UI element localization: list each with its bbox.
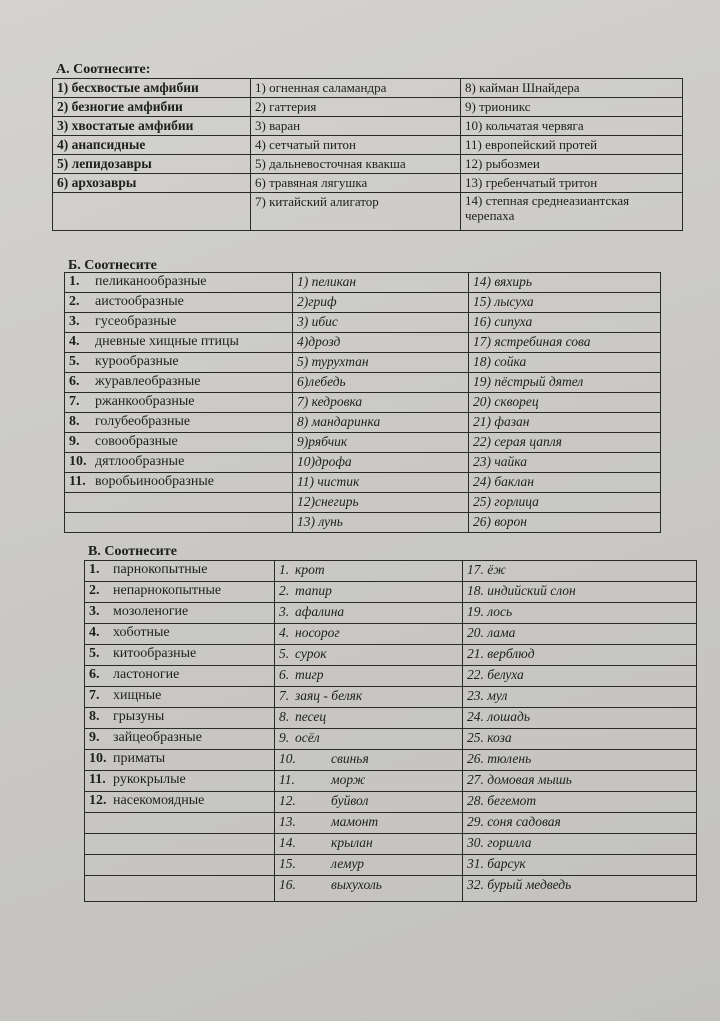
species-label: 21) фазан [473, 414, 530, 429]
order-number: 10. [69, 454, 87, 469]
animal-cell [275, 771, 463, 792]
species-cell [461, 193, 683, 231]
order-cell [65, 293, 293, 313]
animal-label: лемур [331, 856, 365, 871]
species-label: 11) чистик [297, 474, 360, 489]
table-row [65, 393, 661, 413]
species-cell [251, 79, 461, 98]
species-cell [251, 193, 461, 231]
table-row [65, 493, 661, 513]
order-label: китообразные [113, 646, 197, 661]
table-row [85, 645, 697, 666]
animal-label: буйвол [331, 793, 369, 808]
order-cell [85, 603, 275, 624]
species-label: 13) гребенчатый тритон [465, 175, 598, 190]
species-cell [293, 273, 469, 293]
section-a [52, 62, 684, 234]
species-cell [251, 117, 461, 136]
table-row [65, 353, 661, 373]
animal-cell [275, 582, 463, 603]
table-row [65, 313, 661, 333]
animal-label: морж [331, 772, 366, 787]
group-label: 2) безногие амфибии [57, 99, 183, 114]
animal-number: 9. [279, 730, 290, 745]
animal-label: тапир [295, 583, 332, 598]
order-number: 5. [89, 646, 100, 661]
table-row [65, 293, 661, 313]
animal-label: 25. коза [467, 730, 512, 745]
animal-cell [463, 876, 697, 902]
animal-cell [463, 792, 697, 813]
animal-cell [463, 687, 697, 708]
group-label: 5) лепидозавры [57, 156, 152, 171]
animal-label: крот [295, 562, 325, 577]
order-cell [65, 453, 293, 473]
species-label: 24) баклан [473, 474, 534, 489]
animal-label: 24. лошадь [467, 709, 530, 724]
table-row [85, 771, 697, 792]
group-cell [53, 117, 251, 136]
order-number: 7. [89, 688, 100, 703]
order-cell [85, 729, 275, 750]
species-cell [469, 433, 661, 453]
table-row [85, 666, 697, 687]
species-label: 18) сойка [473, 354, 527, 369]
group-label: 4) анапсидные [57, 137, 146, 152]
animal-cell [275, 624, 463, 645]
order-cell [65, 493, 293, 513]
order-number: 12. [89, 793, 107, 808]
group-cell [53, 79, 251, 98]
species-cell [469, 353, 661, 373]
order-label: непарнокопытные [113, 583, 222, 598]
animal-cell [463, 855, 697, 876]
species-cell [469, 473, 661, 493]
table-row [65, 373, 661, 393]
table-row [85, 792, 697, 813]
species-label: 16) сипуха [473, 314, 533, 329]
order-label: гусеобразные [95, 314, 177, 329]
animal-cell [275, 750, 463, 771]
order-label: аистообразные [95, 294, 184, 309]
animal-cell [275, 687, 463, 708]
order-cell [85, 582, 275, 603]
order-number: 6. [69, 374, 80, 389]
species-label: 3) ибис [297, 314, 338, 329]
species-label: 9) трионикс [465, 99, 531, 114]
animal-label: 27. домовая мышь [467, 772, 572, 787]
animal-label: свинья [331, 751, 369, 766]
animal-number: 8. [279, 709, 290, 724]
animal-number: 6. [279, 667, 290, 682]
animal-number: 13. [279, 814, 296, 829]
animal-label: мамонт [331, 814, 379, 829]
species-cell [469, 513, 661, 533]
animal-cell [275, 708, 463, 729]
species-label: 5) дальневосточная квакша [255, 156, 406, 171]
animal-label: тигр [295, 667, 324, 682]
animal-label: сурок [295, 646, 327, 661]
order-number: 4. [69, 334, 80, 349]
order-label: пеликанообразные [95, 274, 207, 289]
table-row [53, 117, 683, 136]
species-cell [293, 293, 469, 313]
order-cell [85, 645, 275, 666]
species-label: 3) варан [255, 118, 301, 133]
order-number: 3. [69, 314, 80, 329]
table-row [85, 603, 697, 624]
table-row [65, 413, 661, 433]
animal-cell [463, 645, 697, 666]
order-number: 8. [89, 709, 100, 724]
species-label: 10) кольчатая червяга [465, 118, 584, 133]
species-label: 19) пёстрый дятел [473, 374, 584, 389]
table-row [65, 513, 661, 533]
species-cell [293, 313, 469, 333]
species-label: 17) ястребиная сова [473, 334, 591, 349]
animal-cell [463, 813, 697, 834]
animal-label: 29. соня садовая [467, 814, 561, 829]
species-cell [469, 493, 661, 513]
species-cell [461, 79, 683, 98]
order-cell [65, 473, 293, 493]
species-cell [293, 493, 469, 513]
animal-cell [463, 561, 697, 582]
order-label: воробьинообразные [95, 474, 214, 489]
animal-label: 20. лама [467, 625, 516, 640]
animal-cell [463, 666, 697, 687]
table-row [53, 79, 683, 98]
species-cell [469, 373, 661, 393]
species-label: 22) серая цапля [473, 434, 562, 449]
animal-cell [275, 666, 463, 687]
animal-label: песец [295, 709, 327, 724]
order-number: 8. [69, 414, 80, 429]
order-label: зайцеобразные [113, 730, 202, 745]
group-cell [53, 193, 251, 231]
order-number: 4. [89, 625, 100, 640]
species-label: 7) кедровка [297, 394, 363, 409]
animal-number: 10. [279, 751, 296, 766]
species-label: 26) ворон [473, 514, 527, 529]
order-cell [65, 393, 293, 413]
species-cell [293, 453, 469, 473]
animal-label: 23. мул [467, 688, 508, 703]
species-cell [469, 393, 661, 413]
group-cell [53, 136, 251, 155]
animal-cell [275, 603, 463, 624]
animal-number: 2. [279, 583, 290, 598]
species-cell [469, 273, 661, 293]
species-label: 14) вяхирь [473, 274, 532, 289]
section-b-table [64, 272, 661, 533]
table-row [65, 453, 661, 473]
species-label: 23) чайка [473, 454, 528, 469]
animal-cell [275, 561, 463, 582]
group-cell [53, 155, 251, 174]
species-cell [461, 98, 683, 117]
order-number: 1. [89, 562, 100, 577]
animal-cell [275, 645, 463, 666]
order-number: 9. [89, 730, 100, 745]
animal-cell [463, 624, 697, 645]
order-cell [85, 834, 275, 855]
order-label: совообразные [95, 434, 178, 449]
animal-cell [463, 750, 697, 771]
animal-cell [275, 813, 463, 834]
order-number: 9. [69, 434, 80, 449]
animal-cell [463, 603, 697, 624]
species-cell [293, 333, 469, 353]
table-row [53, 193, 683, 231]
order-number: 2. [69, 294, 80, 309]
section-c-title: В. Соотнесите [88, 544, 177, 559]
animal-label: 18. индийский слон [467, 583, 576, 598]
group-label: 6) архозавры [57, 175, 137, 190]
species-cell [293, 413, 469, 433]
table-row [85, 750, 697, 771]
species-label: 14) степная среднеазиантская черепаха [465, 193, 630, 223]
species-cell [461, 117, 683, 136]
table-row [85, 876, 697, 902]
order-number: 3. [89, 604, 100, 619]
order-label: парнокопытные [113, 562, 208, 577]
order-number: 11. [89, 772, 106, 787]
order-cell [85, 750, 275, 771]
order-cell [85, 792, 275, 813]
order-cell [85, 687, 275, 708]
species-label: 6) травяная лягушка [255, 175, 368, 190]
table-row [53, 174, 683, 193]
species-cell [461, 136, 683, 155]
animal-label: 19. лось [467, 604, 513, 619]
species-label: 4) сетчатый питон [255, 137, 356, 152]
table-row [65, 433, 661, 453]
animal-number: 5. [279, 646, 290, 661]
order-cell [65, 513, 293, 533]
species-label: 10)дрофа [297, 454, 352, 469]
animal-cell [463, 729, 697, 750]
species-label: 2) гаттерия [255, 99, 317, 114]
order-cell [85, 561, 275, 582]
order-number: 5. [69, 354, 80, 369]
animal-number: 7. [279, 688, 290, 703]
species-cell [469, 453, 661, 473]
species-label: 25) горлица [473, 494, 539, 509]
table-row [65, 273, 661, 293]
order-cell [65, 273, 293, 293]
species-label: 7) китайский алигатор [255, 194, 379, 209]
table-row [85, 834, 697, 855]
table-row [85, 729, 697, 750]
table-row [53, 98, 683, 117]
order-label: хоботные [113, 625, 170, 640]
table-row [85, 582, 697, 603]
order-number: 11. [69, 474, 86, 489]
order-cell [65, 353, 293, 373]
order-cell [85, 876, 275, 902]
section-c [84, 544, 700, 944]
order-number: 2. [89, 583, 100, 598]
order-number: 6. [89, 667, 100, 682]
order-cell [85, 624, 275, 645]
order-cell [65, 313, 293, 333]
species-cell [469, 313, 661, 333]
species-label: 9)рябчик [297, 434, 348, 449]
order-cell [85, 771, 275, 792]
order-cell [65, 333, 293, 353]
species-cell [251, 136, 461, 155]
order-label: грызуны [113, 709, 165, 724]
order-number: 1. [69, 274, 80, 289]
species-cell [293, 393, 469, 413]
animal-label: 30. горилла [467, 835, 532, 850]
order-label: журавлеобразные [95, 374, 201, 389]
animal-cell [463, 771, 697, 792]
species-cell [251, 155, 461, 174]
animal-cell [463, 834, 697, 855]
animal-label: афалина [295, 604, 345, 619]
animal-cell [463, 708, 697, 729]
species-cell [293, 433, 469, 453]
species-label: 1) пеликан [297, 274, 357, 289]
species-cell [469, 413, 661, 433]
order-cell [65, 373, 293, 393]
species-label: 1) огненная саламандра [255, 80, 387, 95]
order-label: дятлообразные [95, 454, 185, 469]
species-label: 15) лысуха [473, 294, 534, 309]
animal-number: 15. [279, 856, 296, 871]
order-label: рукокрылые [113, 772, 186, 787]
section-a-table [52, 78, 683, 231]
species-cell [293, 473, 469, 493]
order-label: дневные хищные птицы [95, 334, 239, 349]
species-label: 11) европейский протей [465, 137, 598, 152]
species-label: 2)гриф [297, 294, 337, 309]
species-label: 6)лебедь [297, 374, 346, 389]
animal-number: 1. [279, 562, 290, 577]
group-cell [53, 98, 251, 117]
species-label: 4)дрозд [297, 334, 341, 349]
animal-label: осёл [295, 730, 320, 745]
animal-cell [275, 834, 463, 855]
order-cell [85, 666, 275, 687]
species-label: 20) скворец [473, 394, 539, 409]
group-label: 1) бесхвостые амфибии [57, 80, 199, 95]
order-label: приматы [113, 751, 166, 766]
species-label: 12) рыбозмеи [465, 156, 540, 171]
animal-number: 12. [279, 793, 296, 808]
order-cell [65, 433, 293, 453]
animal-cell [275, 729, 463, 750]
group-cell [53, 174, 251, 193]
animal-label: 32. бурый медведь [467, 877, 572, 892]
species-label: 8) кайман Шнайдера [465, 80, 580, 95]
table-row [85, 687, 697, 708]
species-cell [293, 513, 469, 533]
order-cell [85, 813, 275, 834]
group-label: 3) хвостатые амфибии [57, 118, 194, 133]
table-row [65, 333, 661, 353]
section-c-table [84, 560, 697, 902]
order-label: ластоногие [113, 667, 180, 682]
animal-label: крылан [331, 835, 373, 850]
section-b-title: Б. Соотнесите [68, 258, 157, 273]
species-label: 12)снегирь [297, 494, 359, 509]
order-cell [85, 855, 275, 876]
order-number: 7. [69, 394, 80, 409]
table-row [53, 136, 683, 155]
animal-label: носорог [295, 625, 340, 640]
species-cell [293, 373, 469, 393]
table-row [53, 155, 683, 174]
species-cell [293, 353, 469, 373]
animal-number: 16. [279, 877, 296, 892]
animal-label: заяц - беляк [295, 688, 363, 703]
species-cell [469, 293, 661, 313]
species-label: 13) лунь [297, 514, 343, 529]
section-a-title: А. Соотнесите: [56, 62, 151, 77]
animal-cell [275, 876, 463, 902]
species-cell [461, 174, 683, 193]
animal-number: 3. [279, 604, 290, 619]
animal-number: 14. [279, 835, 296, 850]
species-cell [469, 333, 661, 353]
animal-label: 22. белуха [467, 667, 524, 682]
order-label: хищные [113, 688, 162, 703]
species-cell [461, 155, 683, 174]
order-label: мозоленогие [113, 604, 189, 619]
order-cell [65, 413, 293, 433]
table-row [85, 708, 697, 729]
table-row [85, 855, 697, 876]
species-label: 5) турухтан [297, 354, 369, 369]
animal-label: 17. ёж [467, 562, 506, 577]
table-row [85, 561, 697, 582]
section-b [64, 258, 664, 538]
animal-number: 4. [279, 625, 290, 640]
table-row [85, 813, 697, 834]
animal-label: 21. верблюд [467, 646, 535, 661]
animal-label: выхухоль [331, 877, 382, 892]
order-cell [85, 708, 275, 729]
animal-cell [275, 792, 463, 813]
order-number: 10. [89, 751, 107, 766]
order-label: курообразные [95, 354, 179, 369]
species-cell [251, 98, 461, 117]
animal-label: 31. барсук [467, 856, 526, 871]
table-row [85, 624, 697, 645]
order-label: насекомоядные [113, 793, 205, 808]
order-label: голубеобразные [95, 414, 191, 429]
animal-label: 28. бегемот [467, 793, 537, 808]
animal-cell [275, 855, 463, 876]
animal-cell [463, 582, 697, 603]
order-label: ржанкообразные [95, 394, 195, 409]
species-cell [251, 174, 461, 193]
table-row [65, 473, 661, 493]
animal-label: 26. тюлень [467, 751, 532, 766]
species-label: 8) мандаринка [297, 414, 381, 429]
animal-number: 11. [279, 772, 295, 787]
